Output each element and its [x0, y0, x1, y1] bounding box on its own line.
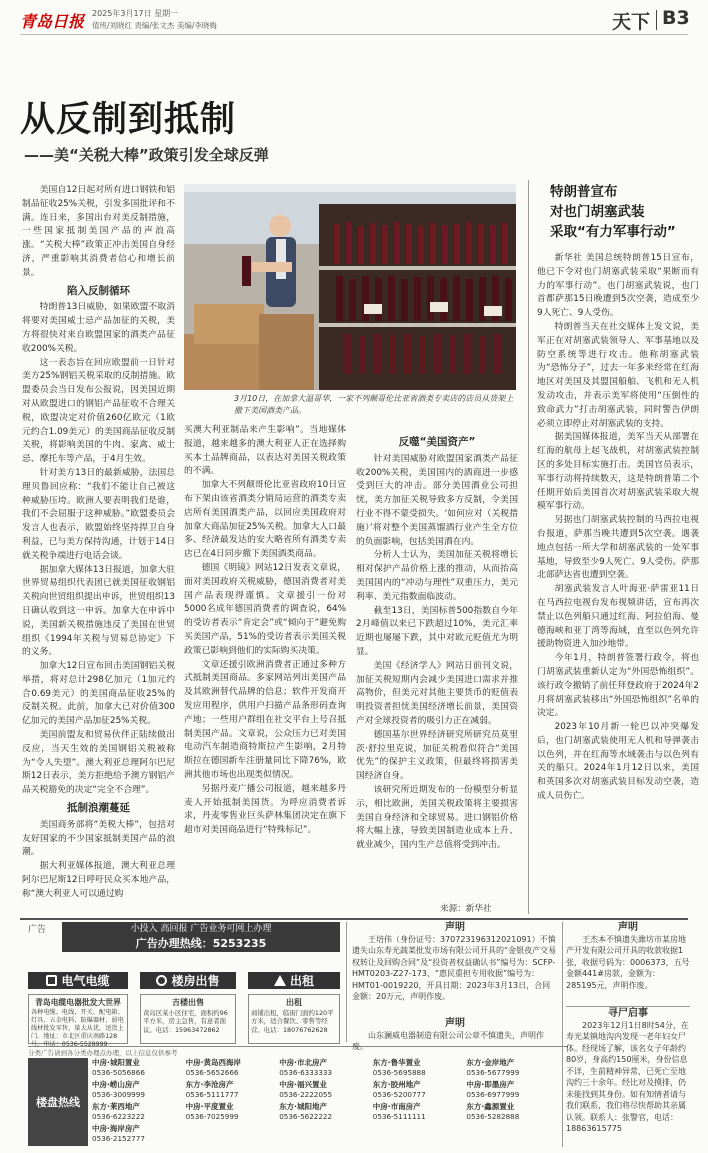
news-photo — [184, 184, 516, 390]
subheading: 抵制浪潮蔓延 — [67, 802, 130, 815]
paragraph: 加拿大不列颠哥伦比亚省政府10日宣布下架由该省酒类分销局运营的酒类专卖店所有美国酒类产品，以回应美国政府对加拿大商品加征25%关税。加拿大人口最多、经济最发达的安大略省所有酒类专卖店已在4日同步撤下美国酒类商品。 — [184, 480, 346, 560]
paragraph: 据大利亚媒体报道，澳大利亚总理阿尔巴尼斯12日呼吁民众买本地产品，称“澳大利亚人可以通过购 — [22, 861, 175, 899]
section-name: 天下 — [612, 11, 651, 33]
listing-tel: 0536-5111777 — [185, 1090, 239, 1099]
paragraph: 美国前盟友和贸易伙伴正陆续做出反应，当天生效的美国钢铝关税被称为“令人失望”。澳大利亚总理阿尔巴尼斯12日表示，美方拒绝给予澳方钢铝产品关税豁免的决定“完全不合理”。 — [22, 730, 175, 796]
paragraph: 加拿大12日宣布回击美国钢铝关税举措，将对总计298亿加元（1加元约合0.69美元）的美国商品征收25%的反制关税。此前，加拿大已对价值300亿加元的美国产品加征25%关税。 — [22, 661, 175, 727]
listing-tel: 0536-5282888 — [466, 1112, 520, 1121]
listing-name: 东方·鑫源置业 — [466, 1102, 515, 1111]
listing-name: 中房·海岸房产 — [92, 1124, 140, 1133]
notice-4 — [566, 1008, 690, 1148]
listing-tel: 0536-6223222 — [92, 1112, 145, 1121]
ad-text: 商铺出租，临街门面约120平方米，适合餐饮、零售等经营。电话：18076762628 — [251, 1008, 334, 1034]
listing-cell — [373, 1080, 463, 1100]
ad-title: 吉楼出售 — [172, 998, 204, 1007]
headline-sub: ——美“关税大棒”政策引发全球反弹 — [24, 146, 269, 164]
listing-name: 中房·市北房产 — [279, 1058, 328, 1067]
ad-text: 黄岛区某小区住宅，面积约96平方米，房主急售，有意者面议。电话：15963472862 — [143, 1008, 228, 1034]
listing-tel: 0536-7025999 — [185, 1112, 239, 1121]
listing-tel: 0536-5200777 — [372, 1090, 426, 1099]
listing-cell — [186, 1102, 276, 1122]
ad-box-rent — [248, 994, 340, 1044]
notice-2 — [352, 1018, 558, 1051]
paragraph: 另据也门胡塞武装控制的马西拉电视台报道，萨那当晚共遭到5次空袭。遇袭地点包括一所大学和胡塞武装的一处军事基地，导致至少9人死亡、9人受伤。萨那北部萨达省也遭到空袭。 — [537, 515, 699, 581]
listing-cell — [279, 1102, 369, 1122]
ads-label: 广告 — [28, 925, 47, 935]
notice-title: 声明 — [445, 1018, 465, 1029]
paragraph: 买澳大利亚制品来产生影响”。当地媒体报道，越来越多的澳大利亚人正在选择购买本土品牌商品，以表达对美国关税政策的不满。 — [184, 425, 346, 477]
side-headline — [550, 182, 700, 242]
side-headline-line: 对也门胡塞武装 — [550, 204, 645, 220]
paragraph: 据美国媒体报道，美军当天从部署在红海的航母上起飞战机，对胡塞武装控制区的多处目标实施打击。美国官员表示，军事行动将持续数天，这是特朗普第二个任期开始后美国首次对胡塞武装采取大规模军事行动。 — [537, 432, 699, 512]
paragraph: 胡塞武装发言人叶海亚·萨雷亚11日在马西拉电视台发布视频讲话，宣布再次禁止以色列船只通过红海、阿拉伯海、曼德海峡和亚丁湾等海域，直至以色列允许援助物资进入加沙地带。 — [537, 584, 699, 650]
headline-main: 从反制到抵制 — [20, 100, 237, 140]
article-column-3 — [356, 424, 518, 904]
notice-divider — [562, 922, 563, 1147]
listing-tel: 0536-5622222 — [279, 1112, 333, 1121]
listing-grid — [92, 1058, 560, 1146]
listing-cell — [279, 1080, 369, 1100]
paragraph: 另据丹麦广播公司报道，越来越多丹麦人开始抵制美国货。为呼应消费者诉求，丹麦零售业巨头萨林集团决定在旗下超市对美国商品进行“特殊标记”。 — [184, 783, 346, 836]
housing-hotline-label: 楼盘热线 — [36, 1096, 80, 1109]
listing-tel: 0536-5695888 — [372, 1068, 426, 1077]
listing-cell — [466, 1080, 556, 1100]
article-source: 来源：新华社 — [440, 904, 492, 914]
listing-name: 东方·金岸地产 — [466, 1058, 515, 1067]
paragraph: 2023年10月新一轮巴以冲突爆发后，也门胡塞武装使用无人机和导弹袭击以色列，并在红海等水域袭击与以色列有关的船只。2024年1月12日以来，美国和英国多次对胡塞武装目标发动空袭，造成人员伤亡。 — [537, 722, 699, 802]
paragraph: 今年1月，特朗普签署行政令，将也门胡塞武装重新认定为“外国恐怖组织”。该行政令撤销了前任拜登政府于2024年2月将胡塞武装移出“外国恐怖组织”名单的决定。 — [537, 653, 699, 719]
listing-name: 东方·城阳地产 — [279, 1102, 328, 1111]
ads-slogan: 小投入 高回报 广告业务可网上办理 — [130, 924, 272, 934]
listing-tel: 0536-3009999 — [92, 1090, 145, 1099]
listing-tel: 0536-2152777 — [92, 1134, 145, 1143]
ad-text: 各种电缆、电线、开关、配电箱、灯具、五金电料、防爆器材、弱电线材批发零售，量大从优，送货上门。地址：市北区重庆南路128号。电话：0536-5528999 — [31, 1008, 124, 1048]
paragraph: 该研究所近期发布的一份模型分析显示，相比欧洲，美国关税政策将主要损害美国自身经济和全球贸易。进口钢铝价格将大幅上涨，导致美国制造业成本上升、就业减少，国内生产总值将受到冲击。 — [356, 784, 518, 851]
notice-text: 王杰本不慎遗失潍坊市某房地产开发有限公司开具的收款收据1张，收据号码为：0006373，五号金额441#房款，金额为：285195元，声明作废。 — [566, 934, 690, 990]
listing-name: 中房·福兴置业 — [279, 1080, 328, 1089]
ads-top-rule — [20, 918, 688, 920]
listing-cell — [186, 1080, 276, 1100]
listing-tel: 0536-5111111 — [372, 1112, 426, 1121]
listing-cell — [186, 1058, 276, 1078]
article-column-1 — [22, 184, 175, 912]
paragraph: 新华社 美国总统特朗普15日宣布，他已下令对也门胡塞武装采取“果断而有力的军事行动”。也门胡塞武装说，也门首都萨那15日晚遭到5次空袭，造成至少9人死亡、9人受伤。 — [537, 253, 699, 319]
listing-cell — [373, 1102, 463, 1122]
category-label: 楼房出售 — [171, 974, 220, 988]
paragraph: 分析人士认为，美国加征关税将增长相对保护产品价格上涨的推动，从而抬高美国国内的“冲动与理性”双重压力，美元利率、美元指数面临波动。 — [356, 550, 518, 602]
paragraph: 据加拿大媒体13日报道，加拿大驻世界贸易组织代表团已就美国征收钢铝关税向世贸组织提出申诉，世贸组织13日确认收到这一申诉。加拿大在申诉中说，美国新关税措施违反了美国在世贸组织《1994年关税与贸易总协定》下的义务。 — [22, 564, 175, 658]
page-number: B3 — [662, 7, 690, 29]
notice-title: 寻尸启事 — [608, 1008, 648, 1019]
subheading: 反噬“美国资产” — [398, 436, 476, 448]
paragraph: 针对美国威胁对欧盟国家酒类产品征收200%关税，美国国内的酒商进一步感受到巨大的冲击。部分美国酒业公司担忧，美方加征关税导致多方反制，令美国行业不得不蒙受损失。‘如何应对（关税措施）’将对整个美国蒸馏酒行业产生全方位的负面影响，包括美国酒在内。 — [356, 453, 518, 547]
ads-hotline-number: 5253235 — [212, 937, 267, 950]
notice-rule — [566, 1006, 690, 1007]
ads-strip: 分类广告请到各分类办理点办理，以上信息仅供参考 — [28, 1046, 568, 1057]
notice-1 — [352, 922, 558, 1018]
listing-name: 中房·即墨房产 — [466, 1080, 515, 1089]
article-column-4 — [537, 252, 699, 912]
editors-line: 值班/刘晓红 责编/张文杰 美编/李晓梅 — [92, 21, 217, 30]
listing-cell — [279, 1058, 369, 1078]
listing-name: 中房·平度置业 — [185, 1102, 234, 1111]
notice-text: 王培伟（身份证号：370723196312021091）不慎遗失山东寿光蔬菜批发市场有限公司开具的“金银夜产交易权转让及回购合同”及“投资者权益确认书”编号为：SCFP-HMT0203-Z27-173、“惠民重担专用收据”编号为：HMT01-0019220，开具日期：2023年3月13日，合同金额：20万元，声明作废。 — [352, 934, 557, 1001]
listing-tel: 0536-5677999 — [466, 1068, 520, 1077]
side-headline-line: 采取“有力军事行动” — [550, 224, 676, 240]
listing-name: 东方·李沧房产 — [185, 1080, 234, 1089]
listing-cell — [466, 1058, 556, 1078]
photo-caption: 3月10日，在加拿大温哥华，一家不列颠哥伦比亚省酒类专卖店的店员从货架上撤下美国酒类产品。 — [234, 394, 514, 415]
category-cable — [28, 972, 128, 989]
listing-name: 东方·胶州地产 — [372, 1080, 421, 1089]
paragraph: 特朗普13日威胁，如果欧盟不取消将要对美国威士忌产品加征的关税，美方将很快对来自欧盟国家的酒类产品征收200%关税。 — [22, 302, 175, 354]
notice-text: 2023年12月1日8时54分，在寿光某镇地沟内发现一老年妇女尸体。经现场了解，该名女子年龄约80岁，身高约150厘米，身份信息不详，生前精神异常，已死亡至地沟约三十余年。经比对及摸排，仍未能找到其身份。如有知情者请与我们联系，我们将尽快帮助其亲属认领。联系人：张警官，电话：18863615775 — [566, 1020, 689, 1133]
issue-date: 2025年3月17日 星期一 — [92, 9, 179, 18]
category-rent — [248, 972, 340, 989]
listing-tel: 0536-5652666 — [185, 1068, 239, 1077]
listing-cell — [373, 1058, 463, 1078]
photo-illustration — [184, 184, 516, 390]
category-label: 电气电缆 — [61, 974, 110, 988]
housing-hotline-box — [28, 1058, 88, 1146]
header-rule — [20, 34, 688, 35]
listing-tel: 0536-2222055 — [279, 1090, 333, 1099]
category-house-sale — [140, 972, 236, 989]
paragraph: 截至13日，美国标普500指数自今年2月峰值以来已下跌超过10%，美元汇率近期也屡屡下跌，其中对欧元贬值尤为明显。 — [356, 605, 518, 657]
ads-hotline-label: 广告办理热线： — [135, 937, 213, 950]
paragraph: 德国基尔世界经济研究所研究员莫里茨·舒拉里克说，加征关税看似符合“美国优先”的保护主义政策，但最终将损害美国经济自身。 — [356, 729, 518, 782]
listing-name: 东方·鲁华置业 — [372, 1058, 421, 1067]
notice-divider — [346, 922, 347, 1042]
notice-3 — [566, 922, 690, 1004]
paragraph: 美国商务部将“美税大棒”，包括对友好国家的不少国家抵制美国产品的浪潮。 — [22, 819, 175, 858]
category-icon — [274, 975, 286, 986]
category-icon — [156, 975, 167, 986]
article-column-2 — [184, 424, 346, 912]
listing-cell — [92, 1124, 182, 1144]
listing-name: 中房·市南房产 — [372, 1102, 421, 1111]
side-headline-line: 特朗普宣布 — [550, 184, 618, 200]
listing-cell — [92, 1102, 182, 1122]
listing-name: 中房·黄岛西海岸 — [185, 1058, 241, 1067]
paragraph: 德国《明镜》网站12日发表文章说，面对美国政府关税威胁，德国消费者对美国产品表现得谨慎。文章援引一份对5000名成年德国消费者的调查说，64%的受访者表示“肯定会”或“倾向于”避免购买美国产品，51%的受访者表示美国关税政策已影响到他们的实际购买决策。 — [184, 562, 346, 656]
category-label: 出租 — [289, 974, 314, 988]
listing-cell — [92, 1058, 182, 1078]
ads-banner — [62, 922, 340, 952]
listing-tel: 0536-6333333 — [279, 1068, 333, 1077]
listing-tel: 0536-5056866 — [92, 1068, 145, 1077]
ad-title: 出租 — [286, 998, 302, 1007]
listing-cell — [92, 1080, 182, 1100]
ad-box-cable — [28, 994, 128, 1048]
paragraph: 这一表态旨在回应欧盟前一日针对美方25%钢铝关税采取的反制措施。欧盟委员会当日发布公报说，因美国近期对从欧盟进口的钢铝产品征收不合理关税，欧盟决定对价值260亿欧元（1欧元约合1.09美元）的美国商品征收反制关税，将影响美国的牛肉、家禽、威士忌、摩托车等产品，于4月生效。 — [22, 357, 175, 465]
listing-name: 中房·崂山房产 — [92, 1080, 140, 1089]
paragraph: 美国《经济学人》网站日前刊文说，加征关税短期内会减少美国进口需求并推高物价，但美元对其他主要货币的贬值表明投资者担忧美国经济增长前景，美国资产对全球投资者的吸引力正在减弱。 — [356, 660, 518, 726]
listing-name: 东方·莱西地产 — [92, 1102, 140, 1111]
ad-title: 青岛电缆电器批发大世界 — [35, 998, 121, 1007]
header-divider — [656, 10, 657, 30]
ads-hotline — [62, 936, 340, 951]
subheading: 陷入反制循环 — [67, 284, 130, 297]
paragraph: 特朗普当天在社交媒体上发文说，美军正在对胡塞武装领导人、军事基地以及防空系统等进行攻击。他称胡塞武装为“恐怖分子”，过去一年多来经常在红海地区对美国及其盟国船舶、飞机和无人机发动攻击，并表示美军将使用“压倒性的致命武力”打击胡塞武装，同时警告伊朗必须立即停止对胡塞武装的支持。 — [537, 321, 699, 429]
notice-title: 声明 — [618, 922, 638, 933]
masthead: 青岛日报 — [20, 12, 85, 31]
paragraph: 文章还援引欧洲消费者正通过多种方式抵制美国商品。多家网站列出美国产品及其欧洲替代品牌的信息；软件开发商开发应用程序，供用户扫描产品条形码查询产地；一些用户群组在社交平台上号召抵制美国产品。文章说，公众压力已对美国电动汽车制造商特斯拉产生影响，2月特斯拉在德国新车注册量同比下降76%，欧洲其他市场也出现类似情况。 — [184, 659, 346, 780]
column-divider — [528, 180, 529, 914]
paragraph: 美国自12日起对所有进口钢铁和铝制品征收25%关税，引发多国批评和不满。连日来，多国出台对美反制措施，一些国家抵制美国产品的声浪高涨。“关税大棒”政策正冲击美国自身经济，严重影响其消费者信心和增长前景。 — [22, 185, 175, 278]
notice-title: 声明 — [445, 922, 465, 933]
listing-cell — [466, 1102, 556, 1122]
listing-name: 中房·城阳置业 — [92, 1058, 140, 1067]
notice-text: 山东澜威电器制造有限公司公章不慎遗失，声明作废。 — [352, 1030, 544, 1051]
listing-tel: 0536-6977999 — [466, 1090, 520, 1099]
ad-box-house — [140, 994, 236, 1044]
category-icon — [46, 975, 57, 986]
paragraph: 针对美方13日的最新威胁，法国总理贝鲁回应称：“我们不能让自己被这种威胁压垮。欧洲人要表明我们是谁，我们不会屈服于这种威胁。”欧盟委员会发言人也表示，欧盟始终坚持捍卫自身利益，已与美方保持沟通，计划于14日就关税争端进行电话会谈。 — [22, 467, 175, 561]
